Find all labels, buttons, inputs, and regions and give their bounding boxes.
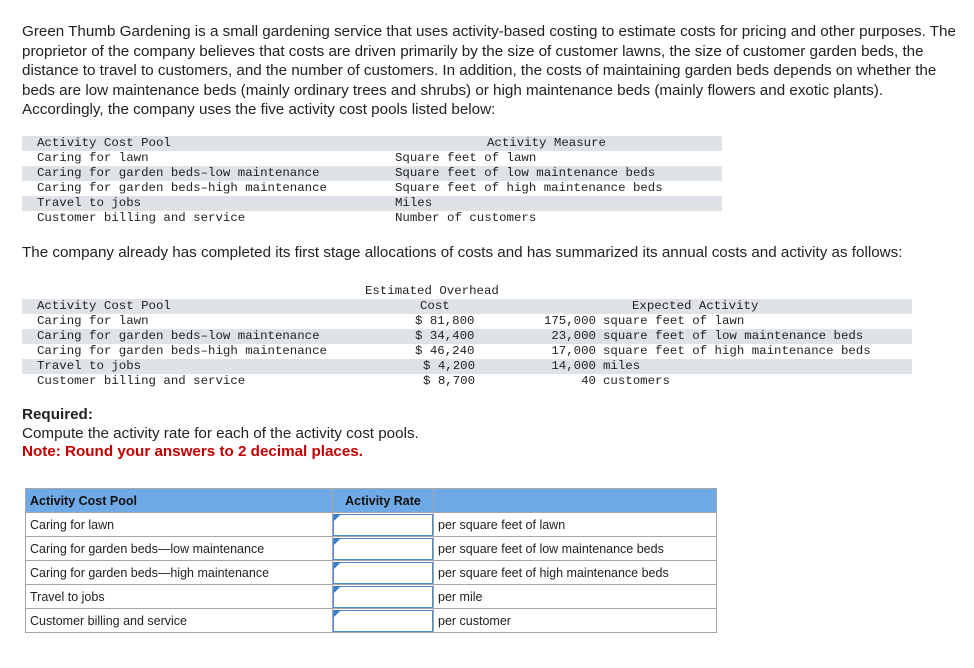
table1-measure-2: Square feet of low maintenance beds bbox=[395, 166, 656, 180]
answer-rate-cell-1 bbox=[333, 513, 434, 537]
table2-cost-5: $ 8,700 bbox=[423, 374, 476, 388]
answer-header-row bbox=[26, 489, 717, 513]
activity-rate-input-high-maintenance[interactable] bbox=[333, 562, 433, 584]
table1-header-measure: Activity Measure bbox=[487, 136, 606, 150]
answer-unit-5: per customer bbox=[434, 609, 717, 633]
table2-qty-1: 175,000 bbox=[543, 314, 596, 328]
table1-measure-5: Number of customers bbox=[395, 211, 537, 225]
input-marker-icon bbox=[334, 586, 341, 593]
table2-qty-5: 40 bbox=[581, 374, 596, 388]
input-marker-icon bbox=[334, 610, 341, 617]
input-marker-icon bbox=[334, 562, 341, 569]
answer-header-pool: Activity Cost Pool bbox=[26, 489, 333, 513]
table1-measure-3: Square feet of high maintenance beds bbox=[395, 181, 663, 195]
answer-rate-cell-5 bbox=[333, 609, 434, 633]
table-row bbox=[26, 609, 717, 633]
table2-pool-4: Travel to jobs bbox=[37, 359, 142, 373]
input-marker-icon bbox=[334, 538, 341, 545]
required-title: Required: bbox=[22, 406, 93, 423]
table1-pool-5: Customer billing and service bbox=[37, 211, 246, 225]
table1-pool-2: Caring for garden beds–low maintenance bbox=[37, 166, 320, 180]
table2-unit-4: miles bbox=[603, 359, 641, 373]
answer-pool-5: Customer billing and service bbox=[26, 609, 333, 633]
table1-pool-3: Caring for garden beds–high maintenance bbox=[37, 181, 327, 195]
answer-header-unit bbox=[434, 489, 717, 513]
answer-pool-3: Caring for garden beds—high maintenance bbox=[26, 561, 333, 585]
table2-pool-1: Caring for lawn bbox=[37, 314, 149, 328]
required-text: Compute the activity rate for each of the activity cost pools. bbox=[22, 424, 419, 442]
table2-unit-2: square feet of low maintenance beds bbox=[603, 329, 864, 343]
input-marker-icon bbox=[334, 514, 341, 521]
table2-header-pool: Activity Cost Pool bbox=[37, 299, 171, 313]
table2-header-activity: Expected Activity bbox=[632, 299, 759, 313]
table2-cost-4: $ 4,200 bbox=[423, 359, 476, 373]
table2-cost-1: $ 81,800 bbox=[415, 314, 475, 328]
stage-allocation-text: The company already has completed its first stage allocations of costs and has summarized its annual costs and activity as follows: bbox=[22, 244, 903, 261]
answer-unit-1: per square feet of lawn bbox=[434, 513, 717, 537]
table1-pool-1: Caring for lawn bbox=[37, 151, 149, 165]
table-row bbox=[26, 537, 717, 561]
activity-rate-input-lawn[interactable] bbox=[333, 514, 433, 536]
answer-rate-cell-4 bbox=[333, 585, 434, 609]
answer-header-rate: Activity Rate bbox=[333, 489, 434, 513]
table2-pool-2: Caring for garden beds–low maintenance bbox=[37, 329, 320, 343]
table2-header-cost-line1: Estimated Overhead bbox=[365, 284, 499, 298]
table2-unit-1: square feet of lawn bbox=[603, 314, 745, 328]
required-section bbox=[22, 406, 419, 462]
answer-unit-3: per square feet of high maintenance beds bbox=[434, 561, 717, 585]
table1-pool-4: Travel to jobs bbox=[37, 196, 142, 210]
table-row bbox=[26, 561, 717, 585]
table2-cost-2: $ 34,400 bbox=[415, 329, 475, 343]
table2-cost-3: $ 46,240 bbox=[415, 344, 475, 358]
activity-rate-input-travel[interactable] bbox=[333, 586, 433, 608]
answer-pool-2: Caring for garden beds—low maintenance bbox=[26, 537, 333, 561]
table1-header-pool: Activity Cost Pool bbox=[37, 136, 171, 150]
table-row bbox=[26, 585, 717, 609]
activity-rate-input-low-maintenance[interactable] bbox=[333, 538, 433, 560]
table2-pool-5: Customer billing and service bbox=[37, 374, 246, 388]
table2-header-cost-line2: Cost bbox=[420, 299, 450, 313]
table2-unit-5: customers bbox=[603, 374, 670, 388]
answer-pool-1: Caring for lawn bbox=[26, 513, 333, 537]
table2-qty-3: 17,000 bbox=[551, 344, 596, 358]
answer-unit-2: per square feet of low maintenance beds bbox=[434, 537, 717, 561]
table2-unit-3: square feet of high maintenance beds bbox=[603, 344, 871, 358]
rounding-note: Note: Round your answers to 2 decimal places. bbox=[22, 443, 363, 460]
activity-rate-answer-table bbox=[25, 488, 717, 633]
answer-pool-4: Travel to jobs bbox=[26, 585, 333, 609]
intro-paragraph: Green Thumb Gardening is a small gardening service that uses activity-based costing to estimate costs for pricing and other purposes. The proprietor of the company believes that costs are driven primarily by the size of customer lawns, the size of customer garden beds, the distance to travel to customers, and the number of customers. In addition, the costs of maintaining garden beds depends on whether the beds are low maintenance beds (mainly ordinary trees and shrubs) or high maintenance beds (mainly flowers and exotic plants). Accordingly, the company uses the five activity cost pools listed below: bbox=[22, 23, 956, 118]
answer-rate-cell-3 bbox=[333, 561, 434, 585]
table1-measure-1: Square feet of lawn bbox=[395, 151, 537, 165]
table2-qty-2: 23,000 bbox=[551, 329, 596, 343]
answer-unit-4: per mile bbox=[434, 585, 717, 609]
table2-pool-3: Caring for garden beds–high maintenance bbox=[37, 344, 327, 358]
answer-rate-cell-2 bbox=[333, 537, 434, 561]
table1-measure-4: Miles bbox=[395, 196, 433, 210]
table-row bbox=[26, 513, 717, 537]
table2-qty-4: 14,000 bbox=[551, 359, 596, 373]
activity-rate-input-customer-billing[interactable] bbox=[333, 610, 433, 632]
